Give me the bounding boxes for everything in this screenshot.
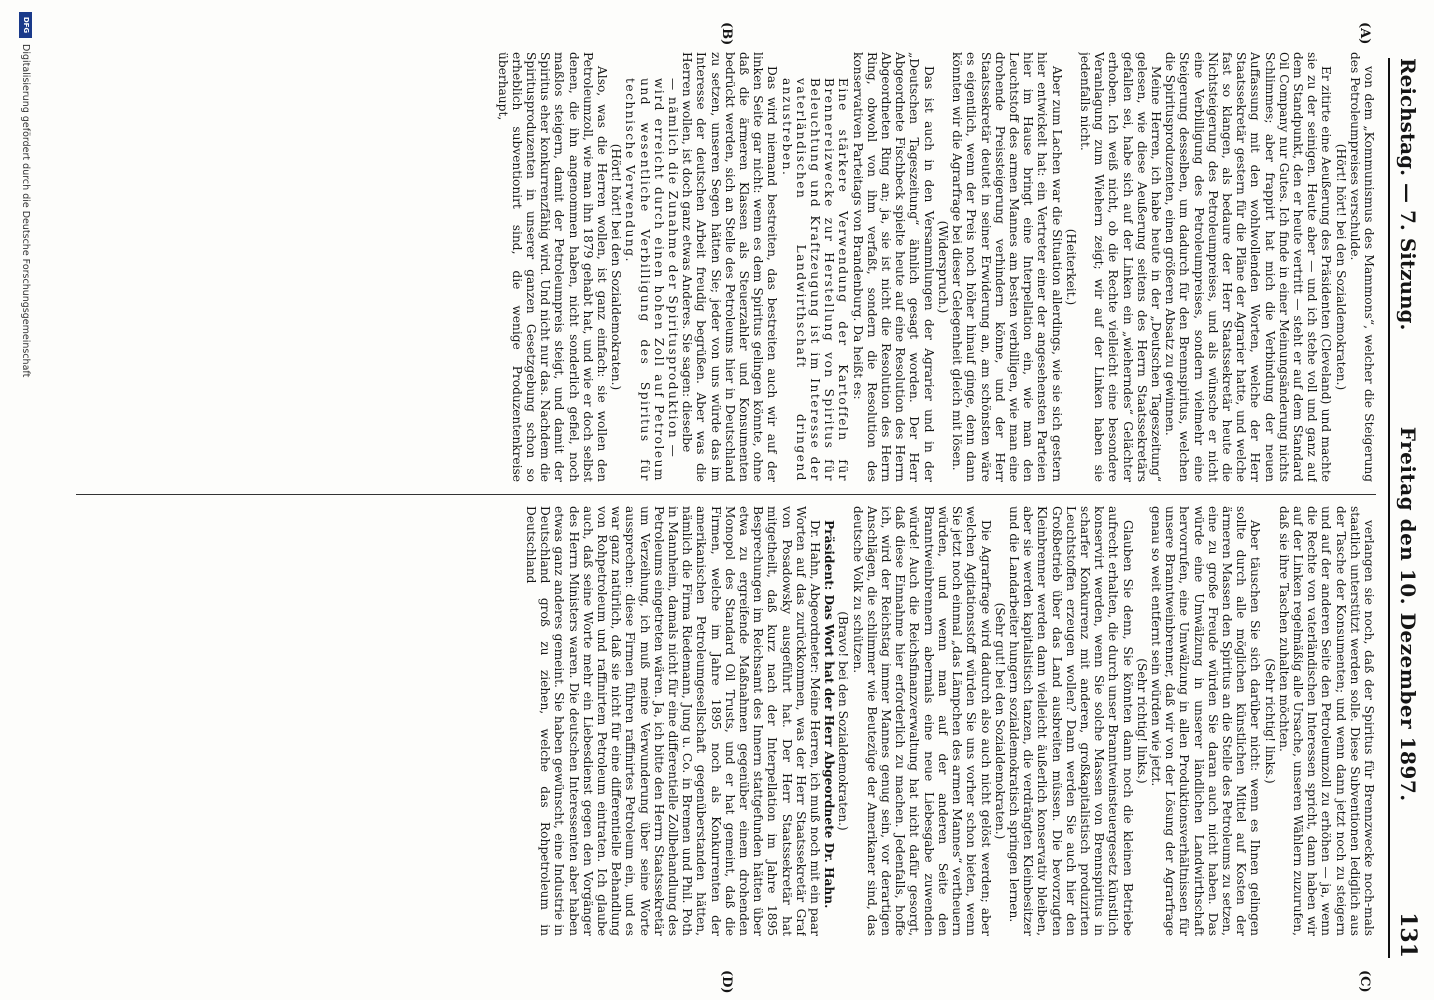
footer-credit: Digitalisierung gefördert durch die Deutsche Forschungsgemeinschaft [20, 44, 31, 378]
paragraph: (Bravo! bei den Sozialdemokraten.) [836, 611, 851, 831]
paragraph: Aber zum Lachen war die Situation allerdings, wie sie sich gestern hier entwickelt hat: ein Vertreter einer der angesehensten Parteien hier im Hause bringt eine Interpellation ein, wie man den Leuchtstoff des armen Mannes am besten verbilligen, wie man eine drohende Preissteigerung verhindern könne, und der Herr Staatssekretär deutet in seiner Erwiderung an, am schönsten wäre es eigentlich, wenn der Preis noch höher hinauf ginge, denn dann könnten wir die Agrarfrage bei dieser Gelegenheit gleich mit lösen. [950, 52, 1064, 482]
paragraph: (Hört! hört! bei den Sozialdemokraten.) [1333, 143, 1348, 391]
paragraph: (Widerspruch.) [935, 220, 950, 314]
paragraph: (Heiterkeit.) [1063, 228, 1078, 306]
margin-marker-b: (B) [719, 22, 734, 46]
header-left: Reichstag. — 7. Sitzung. [1396, 58, 1420, 331]
paragraph: (Sehr richtig! links.) [1262, 658, 1277, 784]
page-number: 131 [1395, 912, 1421, 958]
paragraph: Aber täuschen Sie sich darüber nicht: wenn es Ihnen gelingen sollte durch alle möglichen künstlichen Mittel auf Kosten der ärmeren Massen den Spiritus an die Stelle des Petroleums zu setzen, eine zu große Freude würden Sie daran auch nicht haben. Das würde eine Umwälzung in unserer ländlichen Landwirthschaft hervorrufen, eine Umwälzung in allen Produktionsverhältnissen für unsere Branntweinbrenner, daß wir von der Lösung der Agrarfrage genau so weit entfernt sein würden wie jetzt. [1148, 506, 1263, 936]
paragraph: Präsident: Das Wort hat der Herr Abgeordnete Dr. Hahn. [822, 520, 837, 909]
dfg-logo: DFG [19, 12, 32, 38]
column-divider [76, 494, 1376, 495]
paragraph: (Sehr gut! bei den Sozialdemokraten.) [992, 602, 1007, 840]
margin-marker-c: (C) [1357, 970, 1372, 993]
paragraph: (Sehr richtig! links.) [1134, 658, 1149, 784]
paragraph: (Hört! hört! bei den Sozialdemokraten.) [609, 143, 624, 391]
paragraph: verlangen sie noch, daß der Spiritus für Brennzwecke noch-mals staatlich unterstützt werden solle. Diese Subventionen lediglich aus der Tasche der Konsumenten; und wenn dann jetzt noch zu steigern und auf der anderen Seite den Petroleumzoll zu erhöhen — ja, wenn die Rechte von vaterländischen Interessen spricht, dann haben wir auf der Linken regelmäßig alle Ursache, unseren Wählern zuzurufen, daß sie ihre Taschen zuhalten möchten. [1276, 506, 1376, 936]
paragraph: — nämlich die Zunahme der Spiritusproduktion — [666, 78, 681, 459]
paragraph: Dr. Hahn, Abgeordneter: Meine Herren, ich muß noch mit ein paar Worten auf das zurückkommen, was der Herr Staatssekretär Graf von Posadowsky ausgeführt hat. Der Herr Staatssekretär hat mitgetheilt, daß kurz nach der Interpellation im Jahre 1895 Besprechungen im Reichsamt des Innern stattgefunden hätten über etwa zu ergreifende Maßnahmen gegenüber einem drohenden Monopol des Standard Oil Trusts, und er hat gemeint, daß die Firmen, welche im Jahre 1895 noch als Konkurrenten der amerikanischen Petroleumgesellschaft gegenüberstanden hätten, nämlich die Firma Riedemann, Jung u. Co. in Bremen und Phil. Poth in Mannheim, damals nicht für eine differentielle Zollbehandlung des Petroleums eingetreten wären. Ja, ich bitte den Herrn Staatssekretär um Verzeihung, ich muß meine Verwunderung über seine Worte aussprechen: diese Firmen führen raffinirtes Petroleum ein, und es war ganz natürlich, daß sie nicht für eine differentielle Behandlung von Rohpetroleum und raffinirtem Petroleum eintraten. Ich glaube auch, daß seine Worte mehr ein Liebesdienst gegen den Vorgänger des Herrn Ministers waren. Die deutschen Interessenten aber haben etwas ganz anderes gemeint. Sie haben gewünscht, eine Industrie in Deutschland groß zu ziehen, welche das Rohpetroleum in Deutschland [524, 506, 823, 936]
paragraph: Das ist auch in den Versammlungen der Agrarier und in der „Deutschen Tageszeitung“ ähnlich gesagt worden. Der Herr Abgeordnete Fischbeck spielte heute auf eine Resolution des Herrn Abgeordneten Ring an; ja, sie ist nicht die Resolution des Herrn Ring, obwohl von ihm verfaßt, sondern die Resolution des konservativen Parteitags von Brandenburg. Da heißt es: [850, 52, 936, 482]
paragraph: von dem „Kommunismus des Mammons“, welcher die Steigerung des Petroleumpreises verschulde. [1347, 52, 1376, 482]
paragraph: Das wird niemand bestreiten, das bestreiten auch wir auf der linken Seite gar nicht: wenn es dem Spiritus gelingen könnte, ohne daß die ärmeren Klassen als Steuerzahler und Konsumenten bedrückt werden, sich an Stelle des Petroleums hier in Deutschland zu setzen, unseren Segen hätten Sie; jeder von uns würde das im Interesse der deutschen Arbeit freudig begrüßen. Aber was die Herren wollen, ist doch ganz etwas Anderes. Sie sagen: dieselbe [680, 52, 780, 482]
left-column [66, 52, 1376, 482]
margin-marker-a: (A) [1357, 22, 1372, 45]
margin-marker-d: (D) [719, 970, 734, 994]
paragraph: Die Agrarfrage wird dadurch also auch nicht gelöst werden; aber welchen Agitationsstoff würden Sie uns vorher schon bieten, wenn Sie jetzt noch einmal „das Lämpchen des armen Mannes“ vertheuern würden, und wenn man auf der anderen Seite den Branntweinbrennern abermals eine neue Liebesgabe zuwenden würde! Auch die Reichsfinanzverwaltung hat nicht dafür gesorgt, daß diese Einnahme hier erforderlich zu machen. Jedenfalls, hoffe ich, wird der Reichstag immer Mannes genug sein, vor derartigen Anschlägen, die schlimmer wie Beutezüge der Amerikaner sind, das deutsche Volk zu schützen. [850, 506, 993, 936]
footer [19, 12, 32, 988]
paragraph: wird erreicht durch einen hohen Zoll auf Petroleum und wesentliche Verbilligung des Spiritus für technische Verwendung. [623, 78, 666, 482]
paragraph: Eine stärkere Verwendung der Kartoffeln für Brennereizwecke zur Herstellung von Spiritus für Beleuchtung und Kraftzeugung ist im Interesse der vaterländischen Landwirthschaft dringend anzustreben. [779, 78, 851, 482]
page-header [1388, 58, 1426, 958]
paragraph: Er zitirte eine Aeußerung des Präsidenten (Cleveland) und machte sie zu der seinigen. Heute aber — und ich stehe voll und ganz auf dem Standpunkt, den er heute vertritt — steht er auf dem Standard Oil Company nur Gutes. Ich finde in einer Meinungsänderung nichts Schlimmes; aber frappirt hat mich die Verbindung der neuen Auffassung mit den wohlwollenden Worten, welche der Herr Staatssekretär gestern für die Pläne der Agrarier hatte, und welche fast so klangen, als bedaure der Herr Staatssekretär heute die Nichtsteigerung des Petroleumpreises, und als wünsche er nicht eine Verbilligung des Petroleumpreises, sondern vielmehr eine Steigerung desselben, um dadurch für den Brennspiritus, welchen die Spiritusproduzenten, einen größeren Absatz zu gewinnen. [1163, 52, 1334, 482]
paragraph: Also, was die Herren wollen, ist ganz einfach: sie wollen den Petroleumzoll, wie man ihn 1879 gehabt hat, und wie er doch selbst denen, die ihn angenommen haben, nicht sonderlich gefiel, noch maßlos steigern, damit der Petroleumpreis steigt, und damit der Spiritus eher konkurrenzfähig wird. Und nicht nur das. Nachdem die Spiritusproduzenten in unserer ganzen Gesetzgebung schon so erheblich subventionirt sind, die wenige Produzentenkreise überhaupt, [495, 52, 610, 482]
right-column [66, 506, 1376, 936]
paragraph: Meine Herren, ich habe heute in der „Deutschen Tageszeitung“ gelesen, wie diese Aeußerung seitens des Herrn Staatssekretärs gefallen sei, habe sich auf der Linken ein „wieherndes“ Gelächter erhoben. Ich weiß nicht, ob die Rechte vielleicht eine besondere Veranlagung zum Wiehern zeigt; wir auf der Linken haben sie jedenfalls nicht. [1077, 52, 1163, 482]
paragraph: Glauben Sie denn, Sie könnten dann noch die kleinen Betriebe aufrecht erhalten, die durch unser Branntweinsteuergesetz künstlich konservirt werden, wenn Sie solche Massen von Brennspiritus in scharfer Konkurrenz mit anderen, großkapitalistisch produzirten Leuchtstoffen erzeugen wollen? Dann werden Sie auch hier den Großbetrieb über das Land ausbreiten müssen. Die bevorzugten Kleinbrenner werden dann vielleicht äußerlich konservativ bleiben, aber sie werden kapitalistisch tanzen, die verdrängten Kleinbesitzer und die Landarbeiter hungern sozialdemokratisch springen lernen. [1006, 506, 1135, 936]
header-date: Freitag den 10. Dezember 1897. [1396, 426, 1420, 802]
